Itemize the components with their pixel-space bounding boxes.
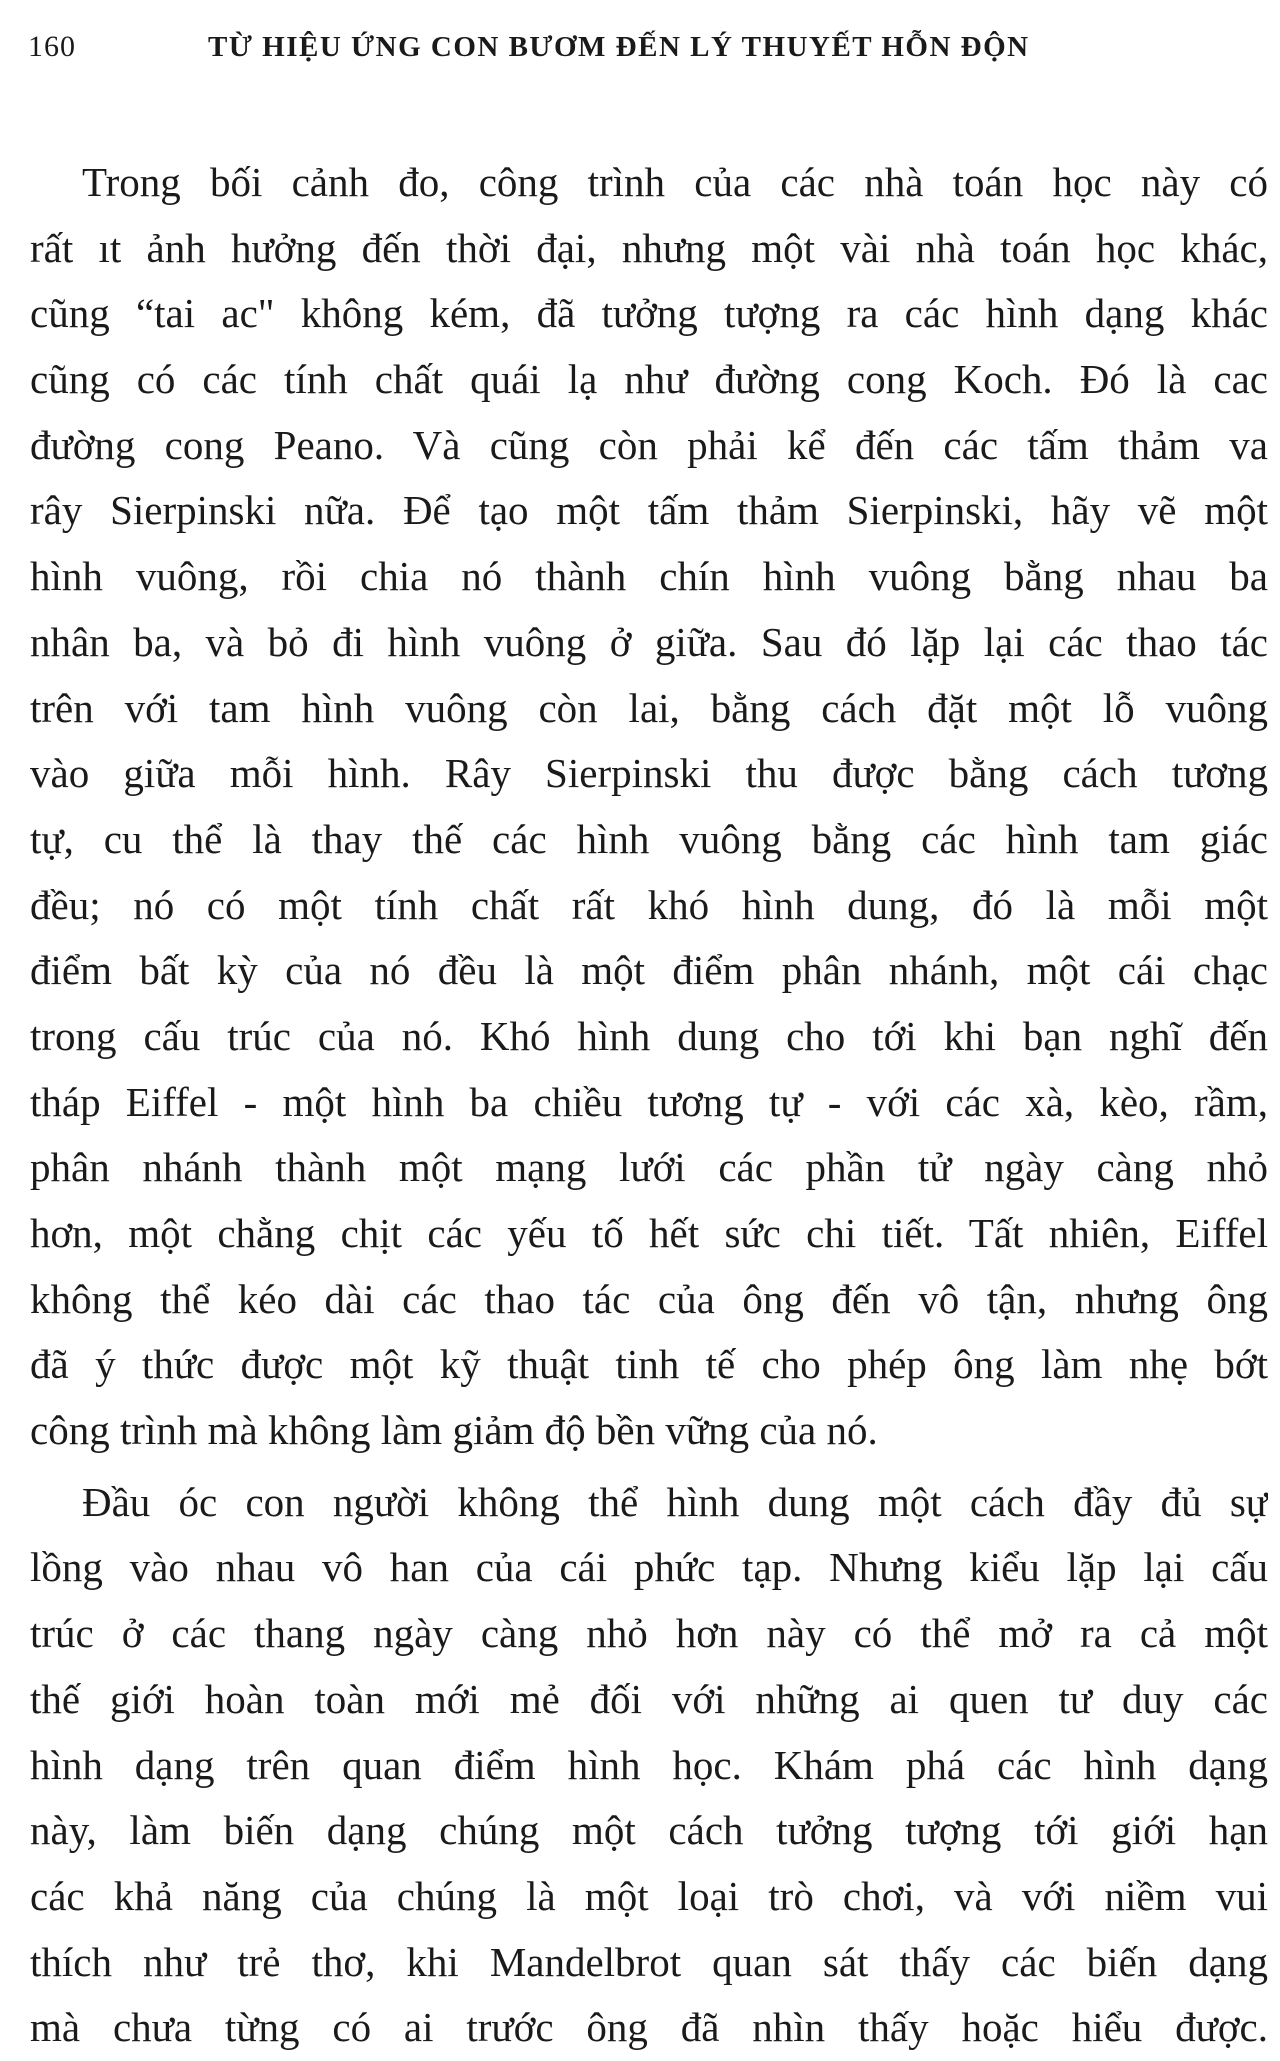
text-line: hình vuông, rồi chia nó thành chín hình vuông bằng nhau ba [30,553,1268,600]
text-line: phân nhánh thành một mạng lưới các phần tử ngày càng nhỏ [30,1144,1268,1191]
text-line: đường cong Peano. Và cũng còn phải kể đến các tấm thảm va [30,421,1268,468]
text-line: tự, cu thể là thay thế các hình vuông bằng các hình tam giác [30,815,1268,862]
text-line: cũng có các tính chất quái lạ như đường cong Koch. Đó là cac [30,356,1268,403]
text-line: không thể kéo dài các thao tác của ông đến vô tận, nhưng ông [30,1275,1268,1322]
text-line: điểm bất kỳ của nó đều là một điểm phân nhánh, một cái chạc [30,947,1268,994]
text-line: vào giữa mỗi hình. Rây Sierpinski thu được bằng cách tương [30,750,1268,797]
body-text [30,150,1268,2061]
page-number: 160 [28,30,76,63]
text-line: trong cấu trúc của nó. Khó hình dung cho tới khi bạn nghĩ đến [30,1012,1268,1059]
text-line: trên với tam hình vuông còn lai, bằng cách đặt một lỗ vuông [30,684,1268,731]
text-line: mà chưa từng có ai trước ông đã nhìn thấy hoặc hiểu được. [30,2004,1268,2051]
text-line: cũng “tai ac" không kém, đã tưởng tượng ra các hình dạng khác [30,290,1268,337]
text-line: lồng vào nhau vô han của cái phức tạp. Nhưng kiểu lặp lại cấu [30,1544,1268,1591]
paragraph [30,1470,1268,2061]
text-line: đều; nó có một tính chất rất khó hình dung, đó là mỗi một [30,881,1268,928]
text-line: hơn, một chằng chịt các yếu tố hết sức chi tiết. Tất nhiên, Eiffel [30,1210,1268,1256]
text-line: hình dạng trên quan điểm hình học. Khám phá các hình dạng [30,1741,1268,1788]
text-line: các khả năng của chúng là một loại trò chơi, và với niềm vui [30,1872,1268,1919]
text-line: nhân ba, và bỏ đi hình vuông ở giữa. Sau đó lặp lại các thao tác [30,618,1268,665]
book-title: TỪ HIỆU ỨNG CON BƯƠM ĐẾN LÝ THUYẾT HỖN ĐỘN [208,31,1030,63]
text-line: tháp Eiffel - một hình ba chiều tương tự - với các xà, kèo, rầm, [30,1078,1268,1125]
paragraph [30,150,1268,1464]
running-head [28,30,1138,70]
text-line: Đầu óc con người không thể hình dung một cách đầy đủ sự [82,1478,1268,1525]
text-line: thích như trẻ thơ, khi Mandelbrot quan sát thấy các biến dạng [30,1938,1268,1985]
text-line: thế giới hoàn toàn mới mẻ đối với những ai quen tư duy các [30,1675,1268,1722]
text-line: đã ý thức được một kỹ thuật tinh tế cho phép ông làm nhẹ bớt [30,1341,1268,1388]
text-line: này, làm biến dạng chúng một cách tưởng tượng tới giới hạn [30,1807,1268,1854]
text-line: Trong bối cảnh đo, công trình của các nhà toán học này có [82,159,1268,205]
text-line: trúc ở các thang ngày càng nhỏ hơn này có thể mở ra cả một [30,1610,1268,1657]
text-line: công trình mà không làm giảm độ bền vững của nó. [30,1407,878,1454]
text-line: rất ıt ảnh hưởng đến thời đại, nhưng một vài nhà toán học khác, [30,224,1268,271]
text-line: rây Sierpinski nữa. Để tạo một tấm thảm Sierpinski, hãy vẽ một [30,487,1268,534]
